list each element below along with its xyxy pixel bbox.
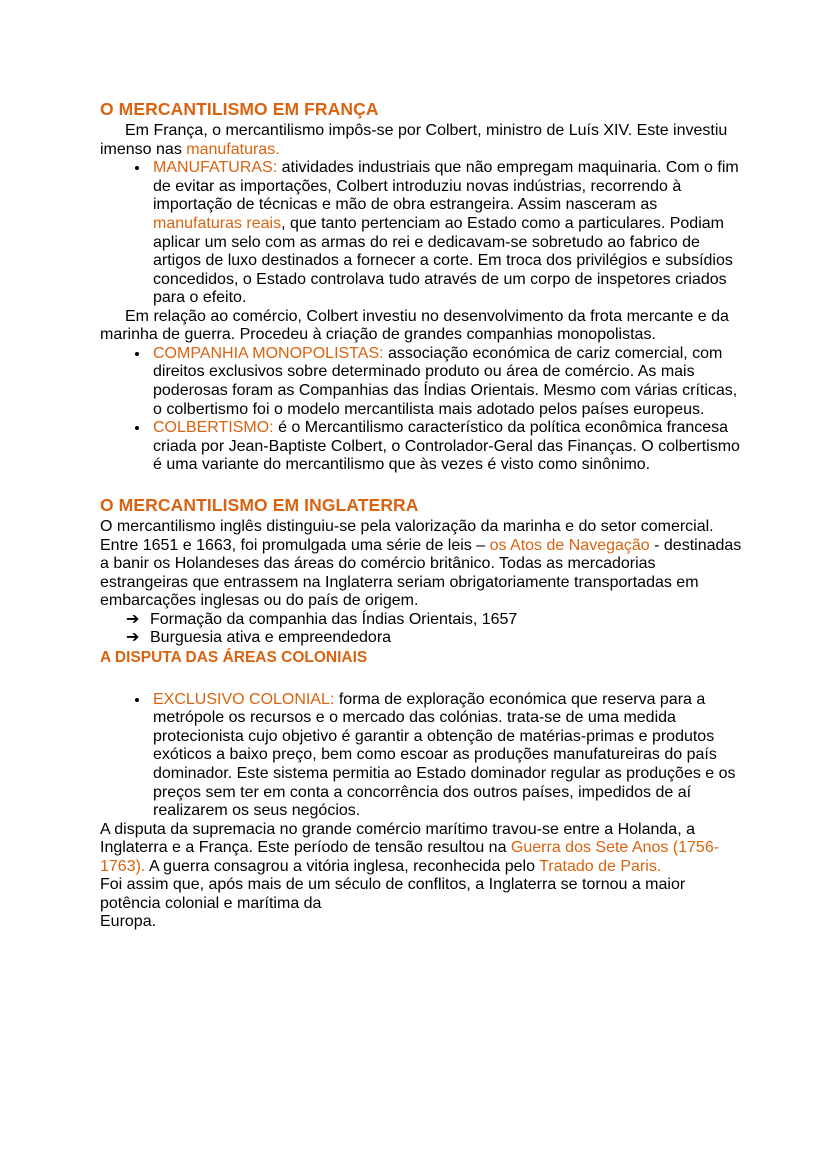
paragraph-disputa-supremacia: A disputa da supremacia no grande comércio marítimo travou-se entre a Holanda, a Inglaterra e a França. Este período de tensão resultou na Guerra dos Sete Anos (1756-1763). A guerra consagrou a vitória inglesa, reconhecida pelo Tratado de Paris.	[100, 820, 720, 875]
paragraph-conclusao: Foi assim que, após mais de um século de conflitos, a Inglaterra se tornou a maior potência colonial e marítima da Europa.	[100, 876, 686, 931]
heading-mercantilismo-franca: O MERCANTILISMO EM FRANÇA	[100, 99, 379, 119]
arrow-item-text: Formação da companhia das Índias Orientais, 1657	[150, 610, 518, 628]
arrow-item-burguesia	[126, 629, 742, 648]
paragraph-franca-intro: Em França, o mercantilismo impôs-se por Colbert, ministro de Luís XIV. Este investiu imenso nas manufaturas.	[100, 122, 728, 158]
heading-disputa-areas-coloniais: A DISPUTA DAS ÁREAS COLONIAIS	[100, 648, 368, 666]
arrow-item-companhia	[126, 611, 742, 630]
bullet-manufaturas: • MANUFATURAS: atividades industriais que não empregam maquinaria. Com o fim de evitar as importações, Colbert introduziu novas indústrias, recorrendo à importação de técnicas e mão de obra estrangeira. Assim nasceram as manufaturas reais, que tanto pertenciam ao Estado como a particulares. Podiam aplicar um selo com as armas do rei e dedicavam-se sobretudo ao fabrico de artigos de luxo destinados a fornecer a corte. Em troca dos privilégios e subsídios concedidos, o Estado controlava tudo através de um corpo de inspetores criados para o efeito.	[150, 159, 742, 307]
paragraph-inglaterra-intro: O mercantilismo inglês distinguiu-se pela valorização da marinha e do setor comercial. Entre 1651 e 1663, foi promulgada uma série de leis – os Atos de Navegação - destinadas a banir os Holandeses das áreas do comércio britânico. Todas as mercadorias estrangeiras que entrassem na Inglaterra seriam obrigatoriamente transportadas em embarcações inglesas ou do país de origem.	[100, 517, 742, 610]
paragraph-comercio: Em relação ao comércio, Colbert investiu no desenvolvimento da frota mercante e da marinha de guerra. Procedeu à criação de grandes companhias monopolistas.	[100, 307, 729, 344]
bullet-list-companhias	[100, 345, 742, 475]
bullet-exclusivo-colonial: • EXCLUSIVO COLONIAL: forma de exploração económica que reserva para a metrópole os recursos e o mercado das colónias. trata-se de uma medida protecionista cujo objetivo é garantir a obtenção de matérias-primas e produtos exóticos a baixo preço, bem como escoar as produções manufatureiras do país dominador. Este sistema permitia ao Estado dominador regular as produções e os preços sem ter em conta a concorrência dos outros países, impedidos de aí realizarem os seus negócios.	[150, 691, 742, 821]
bullet-list-exclusivo	[100, 691, 742, 821]
arrow-list	[100, 611, 742, 648]
bullet-companhia-monopolistas: • COMPANHIA MONOPOLISTAS: associação económica de cariz comercial, com direitos exclusivos sobre determinado produto ou área de comércio. As mais poderosas foram as Companhias das Índias Orientais. Mesmo com várias críticas, o colbertismo foi o modelo mercantilista mais adotado pelos países europeus.	[150, 345, 742, 419]
bullet-list-franca	[100, 159, 742, 307]
arrow-icon: ➔	[126, 610, 140, 628]
bullet-colbertismo: • COLBERTISMO: é o Mercantilismo característico da política econômica francesa criada por Jean-Baptiste Colbert, o Controlador-Geral das Finanças. O colbertismo é uma variante do mercantilismo que às vezes é visto como sinônimo.	[150, 419, 742, 475]
arrow-item-text: Burguesia ativa e empreendedora	[150, 629, 392, 647]
heading-mercantilismo-inglaterra: O MERCANTILISMO EM INGLATERRA	[100, 494, 419, 515]
arrow-icon: ➔	[126, 629, 140, 647]
